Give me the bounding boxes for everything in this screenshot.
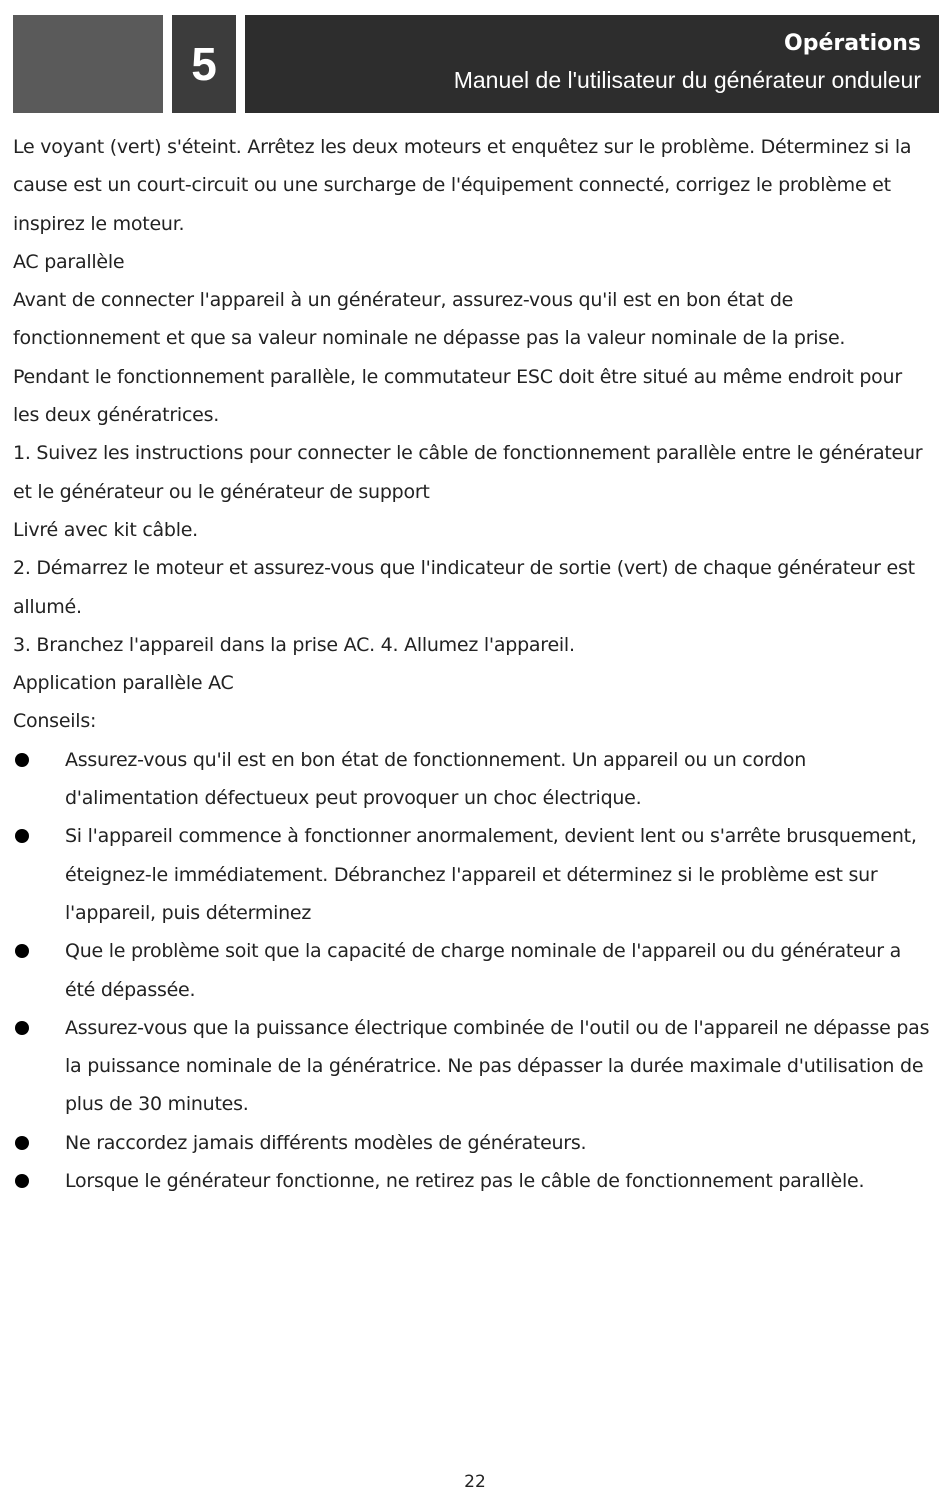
step-1: 1. Suivez les instructions pour connecter le câble de fonctionnement parallèle entre le générateur et le générateur ou le générateur de support [13,442,923,503]
list-item-text: Assurez-vous que la puissance électrique combinée de l'outil ou de l'appareil ne dépasse pas la puissance nominale de la génératrice. Ne pas dépasser la durée maximale d'utilisation de plus de 30 minutes. [65,1016,930,1116]
tips-list [13,741,933,1201]
list-item [13,741,933,818]
bullet-icon [15,1174,29,1188]
list-item [13,817,933,932]
list-item-text: Lorsque le générateur fonctionne, ne retirez pas le câble de fonctionnement parallèle. [65,1170,865,1193]
list-item [13,1124,933,1162]
heading-tips: Conseils: [13,710,97,733]
list-item-text: Assurez-vous qu'il est en bon état de fonctionnement. Un appareil ou un cordon d'alimentation défectueux peut provoquer un choc électrique. [65,748,807,810]
bullet-icon [15,829,29,843]
paragraph-status: Le voyant (vert) s'éteint. Arrêtez les deux moteurs et enquêtez sur le problème. Déterminez si la cause est un court-circuit ou une surcharge de l'équipement connecté, corrigez le problème et inspirez le moteur. [13,136,912,235]
header-gray-block [13,15,163,113]
list-item [13,1009,933,1124]
bullet-icon [15,753,29,767]
step-1-kit: Livré avec kit câble. [13,518,198,541]
step-3-4: 3. Branchez l'appareil dans la prise AC. 4. Allumez l'appareil. [13,633,575,656]
step-2: 2. Démarrez le moteur et assurez-vous que l'indicateur de sortie (vert) de chaque générateur est allumé. [13,557,915,618]
bullet-icon [15,1136,29,1150]
page-number: 22 [464,1472,486,1492]
header-title-block [245,15,939,113]
page-body [13,128,933,1200]
bullet-icon [15,1021,29,1035]
heading-ac-parallel: AC parallèle [13,250,125,273]
list-item-text: Si l'appareil commence à fonctionner anormalement, devient lent ou s'arrête brusquement, éteignez-le immédiatement. Débranchez l'appareil et déterminez si le problème est sur l'appareil, puis déterminez [65,825,917,924]
list-item [13,1162,933,1200]
heading-application: Application parallèle AC [13,672,234,695]
list-item-text: Que le problème soit que la capacité de charge nominale de l'appareil ou du générateur a été dépassée. [65,940,902,1001]
bullet-icon [15,944,29,958]
list-item [13,932,933,1009]
section-title: Opérations [784,31,921,56]
chapter-number: 5 [172,15,236,113]
manual-title: Manuel de l'utilisateur du générateur onduleur [453,67,921,93]
list-item-text: Ne raccordez jamais différents modèles de générateurs. [65,1131,587,1154]
paragraph-esc-switch: Pendant le fonctionnement parallèle, le commutateur ESC doit être situé au même endroit pour les deux génératrices. [13,365,902,427]
paragraph-before-connecting: Avant de connecter l'appareil à un générateur, assurez-vous qu'il est en bon état de fonctionnement et que sa valeur nominale ne dépasse pas la valeur nominale de la prise. [13,289,846,350]
